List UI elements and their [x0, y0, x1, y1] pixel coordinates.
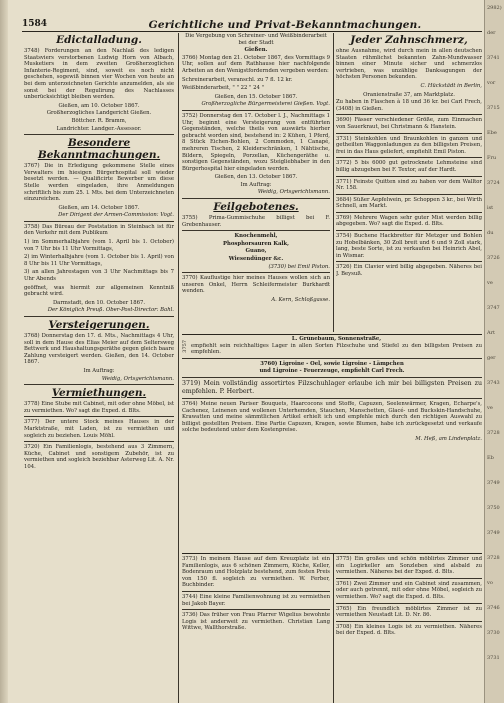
auction-by: Im Auftrag: [240, 181, 272, 188]
ligroine-line-2: und Ligroine - Feuerzeuge, empfiehlt Carl Frech. [259, 368, 405, 375]
separator [24, 384, 174, 385]
column-middle [182, 33, 330, 333]
vergebung-place: Gießen. [244, 47, 268, 54]
margin-fragment: vo [487, 580, 493, 586]
col3-item-4: 3771) Feinste Quitten sind zu haben vor dem Walltor Nr. 158. [336, 178, 482, 192]
edictal-signer-1: Böttcher. R. Bramm, [71, 117, 127, 124]
edictal-court: Großherzogliches Landgericht Gießen. [46, 110, 152, 117]
separator [336, 114, 482, 115]
bottom-right [336, 556, 482, 702]
edictal-heading: Edictalladung. [56, 34, 142, 46]
gruenebaum-title: L. Grünebaum, Sonnenstraße, [291, 336, 382, 342]
separator [182, 198, 330, 199]
bottom-right-item-4: 3708) Ein kleines Logis ist zu vermiethen. Näheres bei der Exped. d. Blts. [336, 623, 482, 637]
gruenebaum-number: 3757 [182, 339, 188, 353]
margin-fragment: du [487, 230, 494, 236]
margin-fragment: 3728 [487, 430, 500, 436]
col3-item-3: 3772) 5 bis 6000 gut getrocknete Lehmsteine sind billig abzugeben bei F. Textor, auf der Hardt. [336, 160, 482, 173]
zahnschmerz-sales: Zu haben in Flaschen à 18 und 36 kr. bei Carl Frech, (3408) in Gießen. [336, 99, 482, 112]
edictal-date: Gießen, am 10. October 1867. [58, 102, 140, 109]
vergebung-signer: Großherzogliche Bürgermeisterei Gießen. Vogt. [201, 101, 330, 108]
besondere-item-3: 3) an allen Jahrestagen von 3 Uhr Nachmittags bis 7 Uhr Abends [24, 269, 174, 283]
col3-item-7: 3754) Buchene Hackbretter für Metzger und Bohlen zu Hobelbänken, 30 Zoll breit und 6 und 9 Zoll stark, lang, beste Sorte, ist zu verkaufen bei Heinrich Abel, in Wismar. [336, 233, 482, 259]
separator [336, 157, 482, 158]
margin-fragment: vor [487, 80, 496, 86]
vergebung-date: Gießen, den 15. October 1867. [214, 93, 298, 100]
margin-fragment: ve [487, 280, 493, 286]
margin-fragment: 3750 [487, 505, 500, 511]
margin-fragment: 3743 [487, 380, 500, 386]
page-header: Gerichtliche und Privat-Bekanntmachungen. [148, 19, 422, 31]
feil-item-3-sig: A. Kern, Schloßgasse. [271, 297, 330, 303]
separator [336, 621, 482, 622]
wide-rule-bottom [182, 553, 482, 554]
zahnschmerz-text: ohne Ausnahme, wird durch mein in allen deutschen Staaten rühmlichst bekannten Zahn-Mundwasser binnen einer Minute sicher und schmerzlos vertrieben, was unzählige Danksagungen der höchsten Personen bekunden. [336, 48, 482, 81]
separator [336, 212, 482, 213]
bottom-right-item-3: 3765) Ein freundlich möblirtes Zimmer ist zu vermiethen Neustadt Lit. D. Nr. 86. [336, 605, 482, 619]
edictal-text: 3748) Forderungen an den Nachlaß des ledigen Staatsviers verstorbenen Ludwig Horn von Albach, Musketiers in dem zweiten Großherzoglichen Infanterie-Regiment, sind, soweit es noch nicht geschehen, sogewiß binnen vier Wochen von heute an bei dem unterzeichneten Gerichte anzumelden, als sie sonst bei der Regulirung des Nachlasses unberücksichtigt bleiben werden. [24, 48, 174, 101]
column-right [336, 33, 482, 333]
margin-fragment: 3746 [487, 605, 500, 611]
column-divider-1 [178, 33, 179, 703]
margin-fragment: Fru [487, 155, 497, 161]
col3-item-2: 3731) Steinkohlen und Braunkohlen in ganzen und getheilten Waggonladungen zu den billigsten Preisen, frei in das Haus geliefert, empfiehlt Emil Piston. [336, 135, 482, 155]
margin-fragment: 3730 [487, 630, 500, 636]
zahnschmerz-sig: C. Hückstädt in Berlin, [420, 82, 482, 89]
margin-fragment: Eb [487, 455, 494, 461]
bottom-right-item-2: 3761) Zwei Zimmer und ein Cabinet sind zusammen, oder auch getrennt, mit oder ohne Möbel, sogleich zu vermiethen. Wo? sagt die Exped. d. Blts. [336, 580, 482, 600]
vermiethungen-heading: Vermiethungen. [51, 387, 147, 400]
separator [336, 230, 482, 231]
zahnschmerz-address: Oranienstraße 37, am Marktplatz. [363, 91, 455, 98]
ligroine-line-1: 3760) Ligroine - Oel, sowie Ligroine - Lämpchen [260, 360, 404, 367]
feil-item-1: 3755) Prima-Gummischuhe billigst bei F. Grebenhauser. [182, 215, 330, 228]
vergebung-work-2: Weißbinderarbeit, " " 22 " 24 " [182, 85, 264, 92]
versteigerungen-by: Im Auftrag: [83, 367, 115, 374]
header-rule [22, 31, 482, 32]
besondere-date-1: Gießen, am 14. October 1867. [58, 204, 140, 211]
feilgebotenes-heading: Feilgebotenes. [213, 201, 299, 214]
separator [182, 110, 330, 111]
wide-ads [182, 336, 482, 552]
feil-item-2-line-4: Wiesendünger &c. [228, 256, 284, 263]
zahnschmerz-heading: Jeder Zahnschmerz, [350, 34, 468, 46]
besondere-item-1: 1) im Sommerhalbjahre (vom 1. April bis 1. October) von 7 Uhr bis 11 Uhr Vormittags, [24, 239, 174, 252]
feil-item-2-line-1: Knochenmehl, [234, 233, 278, 240]
separator [182, 591, 330, 592]
separator [182, 358, 482, 359]
separator [24, 221, 174, 222]
besondere-signer-1: Der Dirigent der Armen-Commission: Vogt. [58, 212, 174, 219]
binding-gutter [0, 0, 8, 703]
separator [336, 261, 482, 262]
edictal-signer-2: Landrichter. Landger.-Assessor. [56, 125, 142, 132]
margin-fragment: 3726 [487, 255, 500, 261]
besondere-date-2: Darmstadt, den 10. October 1867. [52, 299, 146, 306]
vermiethung-item-1: 3778) Eine Stube mit Cabinet, mit oder ohne Möbel, ist zu vermiethen. Wo? sagt die Exped. d. Blts. [24, 401, 174, 414]
separator [336, 578, 482, 579]
column-left [24, 33, 174, 703]
feil-item-3: 3770) Kauflustige hier meines Hauses wollen sich an unseren Onkel, Herrn Schleifermeister Burkhardt wenden. [182, 275, 330, 295]
besondere-text-2: 3758) Das Büreau der Poststation in Steinbach ist für den Verkehr mit dem Publikum [24, 223, 174, 237]
margin-fragment: 3724 [487, 180, 500, 186]
auction-signer: Weidig, Ortsgerichtsmann. [257, 189, 330, 196]
margin-fragment: 3731 [487, 655, 500, 661]
besondere-text-3: geöffnet, was hiermit zur allgemeinen Kenntniß gebracht wird. [24, 284, 174, 298]
margin-fragment: ger [487, 355, 496, 361]
margin-fragment: 3747 [487, 305, 500, 311]
bottom-mid-item-1: 3773) In meinem Hause auf dem Kreuzplatz ist ein Familienlogis, aus 6 schönen Zimmern, Küche, Keller, Bodenraum und Holzplatz bestehend, zum festen Preis von 150 fl. sogleich zu vermiethen. W. Ferber, Buchbinder. [182, 556, 330, 589]
column-divider-2-bottom [333, 554, 334, 703]
separator [182, 230, 330, 231]
gruenebaum-ad [182, 336, 482, 356]
vergebung-notice: 3766) Montag den 21. October 1867, des Vormittags 9 Uhr, sollen auf dem Rathhause hier nachfolgende Arbeiten an den Wenigstfordernden vergeben werden: [182, 54, 330, 74]
paris-ad: 3764) Meine neuen Pariser Bouquets, Haarcocons und Stoffe, Capuzen, Seelenwärmer, Kragen, Echarpe's, Cachenez, Leinenen und wollenen Unterhemden, Stauchen, Manschetten, Glacé- und Buckskin-Handschuhe, Krawatten und meine sämmtlichen Artikel erhielt ich und empfehle mich durch den richtigen Auswahl zu billigst gestellten Preisen. Eine Partie Capuzen, Kragen, sowie Blumen, habe ich zurückgesetzt und verkaufe solche bedeutend unter dem Kostenpreise. [182, 400, 482, 434]
col3-item-5: 3684) Süßer Aepfelwein, pr. Schoppen 3 kr., bei Wirth Schnell, am Markt. [336, 196, 482, 210]
gruenebaum-text: empfiehlt sein reichhaltiges Lager in allen Sorten Filzschuhe und Stiefel zu den billigsten Preisen zu empfehlen. [191, 342, 482, 356]
besondere-item-2: 2) im Winterhalbjahre (vom 1. October bis 1. April) von 8 Uhr bis 11 Uhr Vormittags, [24, 254, 174, 267]
margin-fragment: 3749 [487, 480, 500, 486]
besondere-signer-2: Der Königlich Preuß. Ober-Post-Director: Bahl. [47, 307, 174, 314]
vermiethung-item-3: 3720) Ein Familienlogis, bestehend aus 3 Zimmern, Küche, Cabinet und sonstigem Zubehör, ist zu vermiethen und sogleich beziehbar Asterweg Lit. A. Nr. 104. [24, 444, 174, 470]
bottom-mid-item-2: 3744) Eine kleine Familienwohnung ist zu vermiethen bei Jakob Bayer. [182, 593, 330, 607]
separator [336, 194, 482, 195]
separator [24, 134, 174, 135]
besondere-text-1: 3767) Die in Erledigung gekommene Stelle eines Verwalters im hiesigen Bürgerhospital soll wieder besetzt werden. — Qualificirte Bewerber um diese Stelle werden eingeladen, ihre Anmeldungen schriftlich bis zum 25. l. Mts. bei dem Unterzeichneten einzureichen. [24, 163, 174, 203]
paris-ad-sig: M. Heß, am Lindenplatz. [415, 435, 482, 442]
auction-notice: 3752) Donnerstag den 17. October l. J., Nachmittags 1 Uhr, beginnt eine Versteigerung von entführten Gegenständen, welche theils von auswärts hierher gebracht worden sind, bestehend in: 2 Kühen, 1 Pferd, 8 Stück Eichen-Bohlen, 2 Commoden, 1 Canapé, mehreren Tischen, 2 Kleiderschränken, 1 Nähtische, Bildern, Spiegeln, Porzellan, Küchengeräthe u. sonstigen Gegenständen, wozu Steigliebhaber in den Bürgerhospital hier eingeladen werden. [182, 112, 330, 172]
versteigerungen-signer: Weidig, Ortsgerichtsmann. [101, 375, 174, 382]
col3-item-6: 3769) Mehrere Wagen sehr guter Mist werden billig abgegeben. Wo? sagt die Exped. d. Blts. [336, 214, 482, 228]
col3-item-1: 3690) Fässer verschiedener Größe, zum Einmachen von Sauerkraut, bei Christmann & Hanstein. [336, 117, 482, 130]
margin-fragment: der [487, 30, 496, 36]
margin-fragment: Ebe [487, 130, 497, 136]
col3-item-8: 3726) Ein Clavier wird billig abgegeben. Näheres bei J. Beysuß. [336, 264, 482, 278]
separator [336, 176, 482, 177]
vergebung-title: Die Vergebung von Schreiner- und Weißbinderarbeit bei der Stadt [185, 33, 327, 46]
page-number: 1584 [22, 19, 48, 29]
feil-item-2-line-2: Phosphorsauren Kalk, [223, 240, 289, 247]
vermiethung-item-2: 3777) Der untere Stock meines Hauses in der Marktstraße, mit Laden, ist zu vermiethen und sogleich zu beziehen. Louis Möhl. [24, 419, 174, 439]
vergebung-work-1: Schreinerarbeit, veranschl. zu 7 fl. 12 kr. [182, 76, 293, 83]
separator [182, 377, 482, 378]
besondere-heading: Besondere Bekanntmachungen. [37, 137, 161, 162]
adjacent-page-edge [484, 0, 504, 703]
filzschuh-ad: 3719) Mein vollständig assortirtes Filzschuhlager erlaube ich mir bei billigsten Preisen zu empfehlen. P. Herbert. [182, 379, 482, 395]
separator [24, 416, 174, 417]
margin-fragment: 3741 [487, 55, 500, 61]
margin-fragment: 2982) [487, 5, 502, 11]
separator [182, 398, 482, 399]
margin-fragment: 3715 [487, 105, 500, 111]
separator [336, 603, 482, 604]
separator [336, 133, 482, 134]
bottom-middle [182, 556, 330, 702]
feil-item-2-by: (3730) bei Emil Piston. [268, 263, 330, 270]
margin-fragment: 3728 [487, 555, 500, 561]
margin-fragment: ist [487, 205, 494, 211]
versteigerungen-heading: Versteigerungen. [48, 319, 150, 331]
margin-fragment: ve [487, 405, 493, 411]
separator [182, 609, 330, 610]
auction-date: Gießen, den 13. October 1867. [214, 174, 298, 181]
versteigerungen-text: 3768) Donnerstag den 17. d. Mts., Nachmittags 4 Uhr, soll in dem Hause des Elias Meier auf dem Seltersweg Bettwerk und Haushaltungsgeräthe gegen gleich baare Zahlung versteigert werden. Gießen, den 14. October 1867. [24, 333, 174, 366]
bottom-right-item-1: 3775) Ein großes und schön möblirtes Zimmer und ein Logirkeller am Sonzleben sind alsbald zu vermiethen. Näheres bei der Exped. d. Blts. [336, 556, 482, 576]
separator [182, 272, 330, 273]
margin-fragment: Art [487, 330, 496, 336]
separator [24, 316, 174, 317]
separator [24, 441, 174, 442]
feil-item-2-line-3: Guano, [245, 248, 267, 255]
bottom-mid-item-3: 3736) Das früher von Frau Pfarrer Wigelius bewohnte Logis ist anderweit zu vermiethen. Christian Lang Wittwe, Wallthorstraße. [182, 612, 330, 632]
margin-fragment: 3749 [487, 530, 500, 536]
column-divider-2-top [333, 33, 334, 332]
wide-rule-top [182, 334, 482, 335]
